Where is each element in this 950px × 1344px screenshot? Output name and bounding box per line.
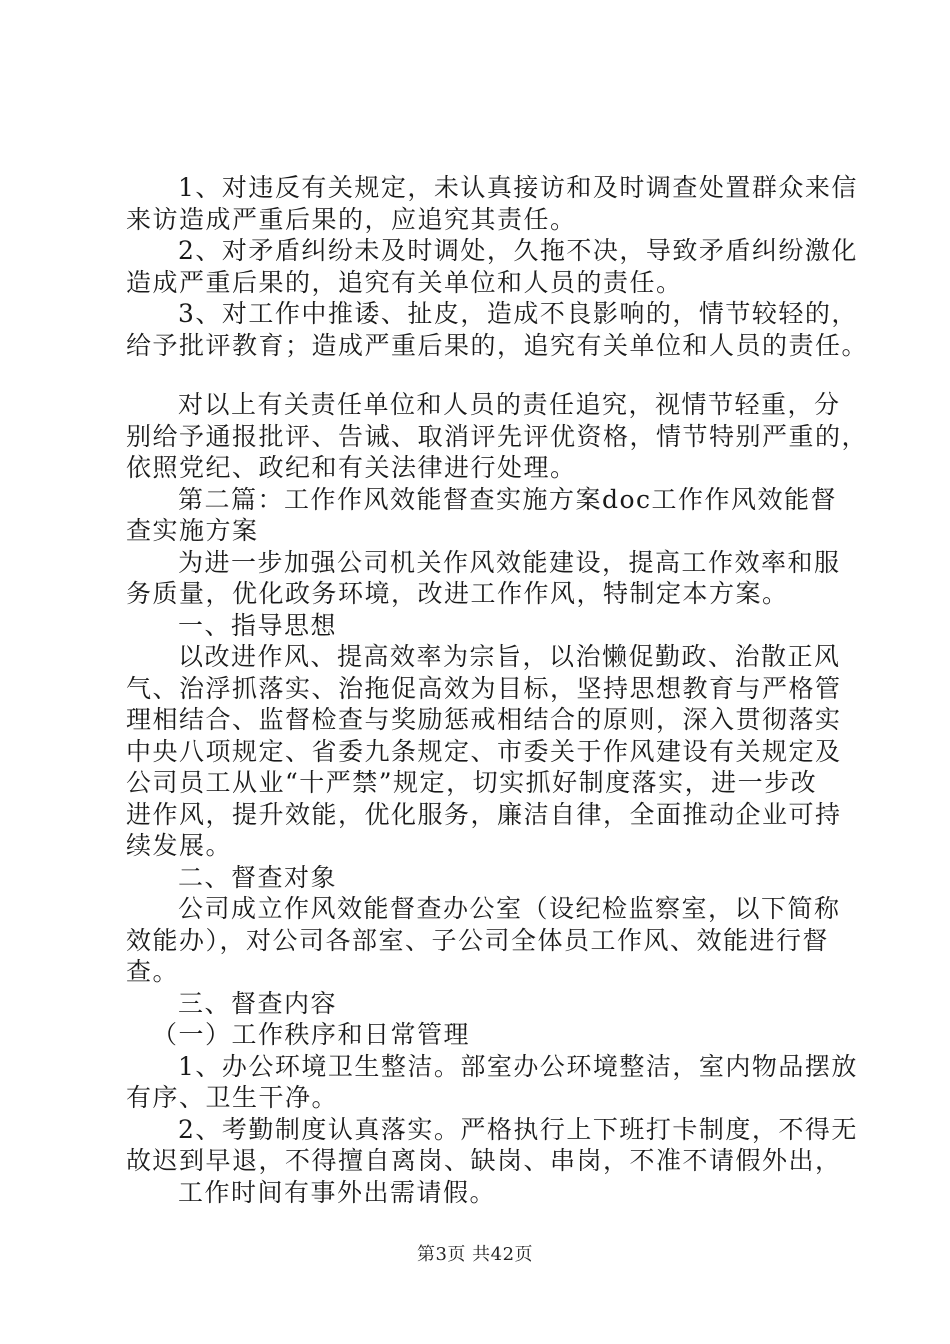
paragraph-gap xyxy=(126,361,834,389)
sub-heading: 二、督查对象 xyxy=(178,862,338,892)
sub-heading: 三、督查内容 xyxy=(178,988,338,1018)
text-line: 公司成立作风效能督查办公室（设纪检监察室，以下简称 xyxy=(178,894,841,923)
text-line: 3、对工作中推诿、扯皮，造成不良影响的，情节较轻的， xyxy=(178,299,858,328)
text-line: 理相结合、监督检查与奖励惩戒相结合的原则，深入贯彻落实 xyxy=(126,705,842,734)
text-line: 来访造成严重后果的，应追究其责任。 xyxy=(126,204,577,234)
text-line: 工作时间有事外出需请假。 xyxy=(178,1177,497,1207)
text-line: 公司员工从业“十严禁”规定，切实抓好制度落实，进一步改 xyxy=(126,768,818,797)
page-footer: 第3页 共42页 xyxy=(416,1244,534,1265)
text-line: 有序、卫生干净。 xyxy=(126,1083,339,1112)
text-line: 为进一步加强公司机关作风效能建设，提高工作效率和服 xyxy=(178,547,841,577)
text-line: 效能办），对公司各部室、子公司全体员工作风、效能进行督 xyxy=(126,925,830,955)
section-heading: 查实施方案 xyxy=(126,516,259,545)
text-line: 查。 xyxy=(126,957,180,986)
document-body xyxy=(126,172,869,1208)
text-line: 2、考勤制度认真落实。严格执行上下班打卡制度，不得无 xyxy=(178,1114,858,1144)
text-line: 2、对矛盾纠纷未及时调处，久拖不决，导致矛盾纠纷激化 xyxy=(178,236,858,265)
sub-heading: （一）工作秩序和日常管理 xyxy=(152,1020,471,1049)
text-line: 1、办公环境卫生整洁。部室办公环境整洁，室内物品摆放 xyxy=(178,1051,858,1081)
text-line: 中央八项规定、省委九条规定、市委关于作风建设有关规定及 xyxy=(126,736,842,766)
text-line: 务质量，优化政务环境，改进工作作风，特制定本方案。 xyxy=(126,579,789,608)
section-heading: 第二篇：工作作风效能督查实施方案doc工作作风效能督 xyxy=(178,484,838,514)
text-line: 1、对违反有关规定，未认真接访和及时调查处置群众来信 xyxy=(178,173,858,202)
text-line: 气、治浮抓落实、治拖促高效为目标，坚持思想教育与严格管 xyxy=(126,673,842,703)
text-line: 造成严重后果的，追究有关单位和人员的责任。 xyxy=(126,267,683,297)
sub-heading: 一、指导思想 xyxy=(178,610,338,640)
text-line: 别给予通报批评、告诫、取消评先评优资格，情节特别严重的， xyxy=(126,421,869,451)
text-line: 依照党纪、政纪和有关法律进行处理。 xyxy=(126,453,577,482)
text-line: 对以上有关责任单位和人员的责任追究，视情节轻重，分 xyxy=(178,390,841,419)
text-line: 给予批评教育；造成严重后果的，追究有关单位和人员的责任。 xyxy=(126,330,869,360)
text-line: 故迟到早退，不得擅自离岗、缺岗、串岗，不准不请假外出， xyxy=(126,1146,842,1175)
text-line: 以改进作风、提高效率为宗旨，以治懒促勤政、治散正风 xyxy=(178,642,841,671)
text-line: 续发展。 xyxy=(126,831,233,860)
text-line: 进作风，提升效能，优化服务，廉洁自律，全面推动企业可持 xyxy=(126,799,842,829)
